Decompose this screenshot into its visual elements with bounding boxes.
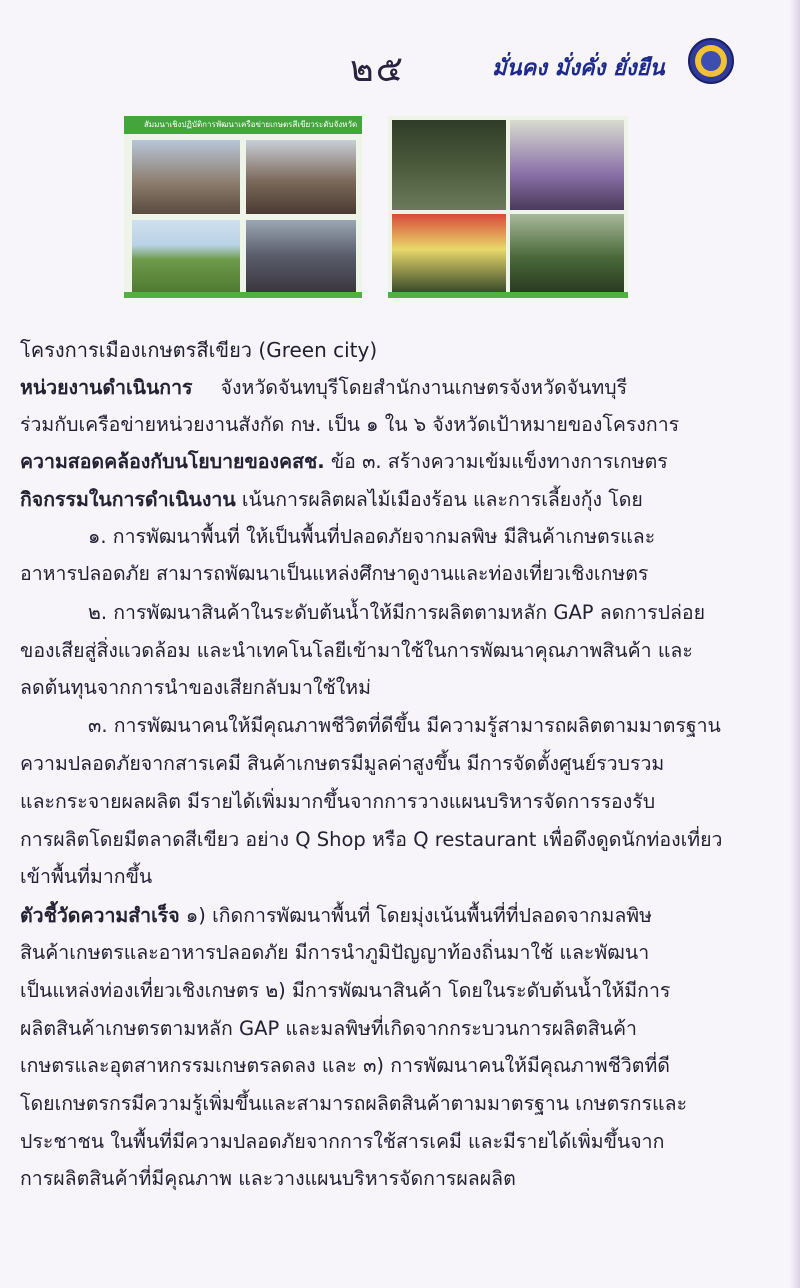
text-line: การผลิตสินค้าที่มีคุณภาพ และวางแผนบริหารจัดการผลผลิต (20, 1167, 516, 1190)
activity-photo-collage (388, 116, 628, 298)
policy-label: ความสอดคล้องกับนโยบายของคสช. (20, 450, 325, 473)
text-line: ของเสียสู่สิ่งแวดล้อม และนำเทคโนโลยีเข้ามาใช้ในการพัฒนาคุณภาพสินค้า และ (20, 639, 693, 662)
booth-visit-photo (392, 214, 506, 292)
agency-text: จังหวัดจันทบุรีโดยสำนักงานเกษตรจังหวัดจันทบุรี (220, 376, 628, 399)
text-line: สินค้าเกษตรและอาหารปลอดภัย มีการนำภูมิปัญญาท้องถิ่นมาใช้ และพัฒนา (20, 941, 650, 964)
seminar-photo-collage (124, 116, 362, 298)
group-portrait-photo (510, 120, 624, 210)
collage-caption: สัมมนาเชิงปฏิบัติการพัฒนาเครือข่ายเกษตรสีเขียวระดับจังหวัด (124, 116, 362, 134)
workshop-group-photo (246, 220, 356, 292)
text-line: เข้าพื้นที่มากขึ้น (20, 865, 153, 888)
text-line: ผลิตสินค้าเกษตรตามหลัก GAP และมลพิษที่เกิดจากกระบวนการผลิตสินค้า (20, 1017, 637, 1040)
policy-line (20, 446, 668, 477)
event-crowd-photo (392, 120, 506, 210)
activity-line (20, 484, 643, 515)
text-line: เกษตรและอุตสาหกรรมเกษตรลดลง และ ๓) การพัฒนาคนให้มีคุณภาพชีวิตที่ดี (20, 1054, 670, 1077)
item-3-line: ๓. การพัฒนาคนให้มีคุณภาพชีวิตที่ดีขึ้น มีความรู้สามารถผลิตตามมาตรฐาน (88, 714, 721, 737)
meeting-table-photo (246, 140, 356, 214)
item-2-line: ๒. การพัฒนาสินค้าในระดับต้นน้ำให้มีการผลิตตามหลัก GAP ลดการปล่อย (88, 601, 706, 624)
text-line: เป็นแหล่งท่องเที่ยวเชิงเกษตร ๒) มีการพัฒนาสินค้า โดยในระดับต้นน้ำให้มีการ (20, 979, 671, 1002)
text-line: การผลิตโดยมีตลาดสีเขียว อย่าง Q Shop หรือ Q restaurant เพื่อดึงดูดนักท่องเที่ยว (20, 828, 723, 851)
policy-text: ข้อ ๓. สร้างความเข้มแข็งทางการเกษตร (324, 450, 668, 473)
text-line: ความปลอดภัยจากสารเคมี สินค้าเกษตรมีมูลค่าสูงขึ้น มีการจัดตั้งศูนย์รวบรวม (20, 752, 665, 775)
text-line: ประชาชน ในพื้นที่มีความปลอดภัยจากการใช้สารเคมี และมีรายได้เพิ่มขึ้นจาก (20, 1130, 665, 1153)
kpi-text: ๑) เกิดการพัฒนาพื้นที่ โดยมุ่งเน้นพื้นที่ที่ปลอดจากมลพิษ (179, 904, 652, 927)
agency-emblem-icon (688, 38, 734, 84)
seminar-room-photo (132, 140, 240, 214)
text-line: ร่วมกับเครือข่ายหน่วยงานสังกัด กษ. เป็น ๑ ใน ๖ จังหวัดเป้าหมายของโครงการ (20, 413, 680, 436)
agency-label: หน่วยงานดำเนินการ (20, 376, 193, 399)
field-visit-photo (132, 220, 240, 292)
motto-slogan: มั่นคง มั่งคั่ง ยั่งยืน (492, 55, 665, 81)
page-number: ๒๕ (350, 49, 405, 90)
item-1-line: ๑. การพัฒนาพื้นที่ ให้เป็นพื้นที่ปลอดภัยจากมลพิษ มีสินค้าเกษตรและ (88, 525, 656, 548)
kpi-line (20, 900, 652, 931)
farm-walk-photo (510, 214, 624, 292)
activity-text: เน้นการผลิตผลไม้เมืองร้อน และการเลี้ยงกุ้ง โดย (235, 488, 643, 511)
text-line: โดยเกษตรกรมีความรู้เพิ่มขึ้นและสามารถผลิตสินค้าตามมาตรฐาน เกษตรกรและ (20, 1092, 688, 1115)
agency-line (20, 372, 627, 403)
text-line: ลดต้นทุนจากการนำของเสียกลับมาใช้ใหม่ (20, 676, 371, 699)
text-line: และกระจายผลผลิต มีรายได้เพิ่มมากขึ้นจากการวางแผนบริหารจัดการรองรับ (20, 790, 656, 813)
text-line: อาหารปลอดภัย สามารถพัฒนาเป็นแหล่งศึกษาดูงานและท่องเที่ยวเชิงเกษตร (20, 562, 649, 585)
activity-label: กิจกรรมในการดำเนินงาน (20, 488, 236, 511)
section-title: โครงการเมืองเกษตรสีเขียว (Green city) (20, 338, 378, 362)
page-edge-shadow (790, 0, 800, 1288)
kpi-label: ตัวชี้วัดความสำเร็จ (20, 904, 180, 927)
